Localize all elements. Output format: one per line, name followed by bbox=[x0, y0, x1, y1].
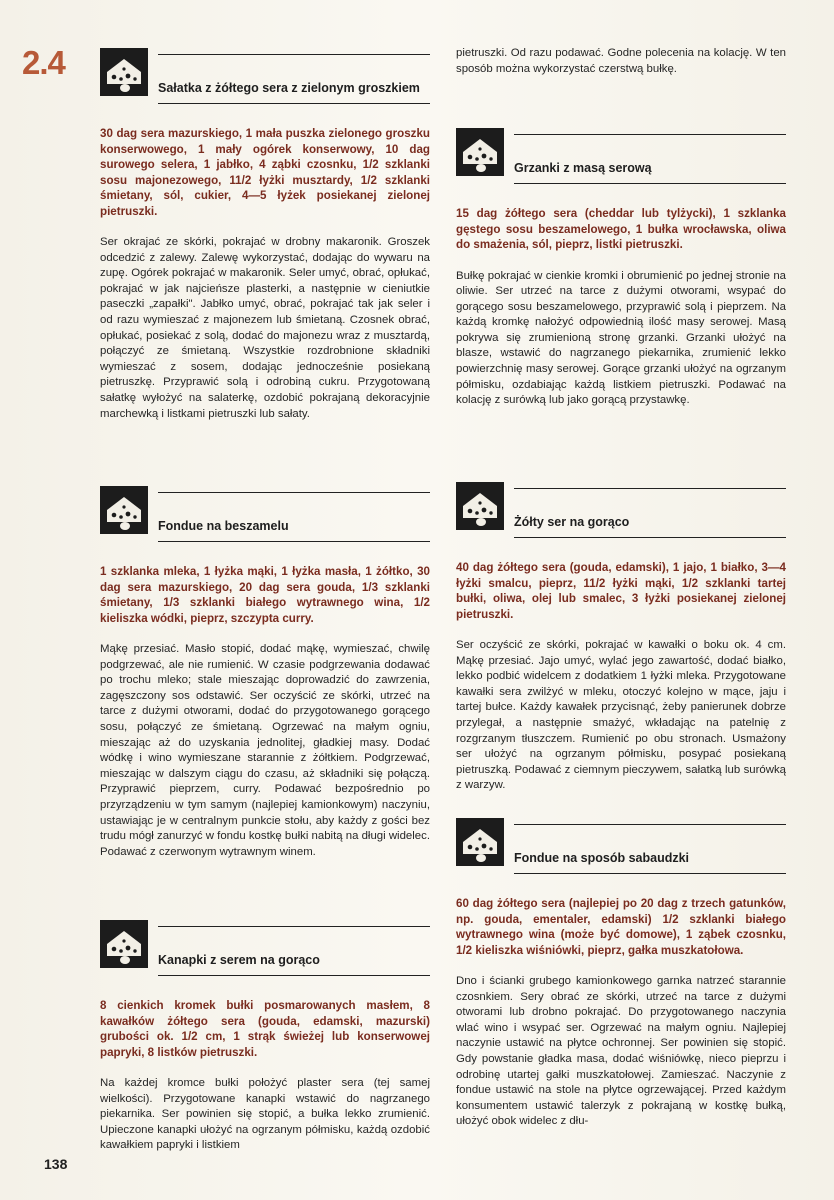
title-rule-bottom bbox=[514, 537, 786, 538]
title-rule-top bbox=[514, 824, 786, 825]
title-rule-top bbox=[514, 488, 786, 489]
title-rule-bottom bbox=[514, 183, 786, 184]
recipe-header bbox=[456, 818, 786, 874]
recipe-instructions: Ser okrajać ze skórki, pokrajać w drobny makaronik. Groszek odcedzić z zalewy. Zalewę wykorzystać, dodając do wywaru na zupę. Ogórek pokrajać w makaronik. Seler umyć, obrać, opłukać, pokrajać w jak najcieńsze plasterki, a następnie w cieniutkie paseczki „zapałki". Jabłko umyć, obrać, pokrajać tak jak seler i od razu wymieszać z majonezem lub śmietaną. Czosnek obrać, opłukać, posiekać z solą, dodać do majonezu wraz z musztardą, połączyć ze śmietaną. Wszystkie rozdrobnione składniki wymieszać z sosem, dodając jednocześnie posiekaną pietruszkę. Przyprawić solą i odrobiną cukru. Przygotowaną sałatkę wyłożyć na salaterkę, ozdobić pokrajaną dekoracyjnie marchewką i listkami pietruszki lub sałaty. bbox=[100, 236, 430, 420]
cheese-icon bbox=[100, 48, 148, 96]
recipe-title: Żółty ser na gorąco bbox=[514, 515, 630, 529]
cheese-icon bbox=[456, 482, 504, 530]
recipe-header bbox=[100, 486, 430, 542]
recipe-hot-sandwiches bbox=[100, 920, 430, 1154]
recipe-header bbox=[456, 128, 786, 184]
recipe-title: Fondue na sposób sabaudzki bbox=[514, 851, 690, 865]
recipe-salad bbox=[100, 48, 430, 422]
recipe-ingredients: 30 dag sera mazurskiego, 1 mała puszka zielonego groszku konserwowego, 1 mały ogórek konserwowy, 10 dag surowego selera, 1 jabłko, 4 ząbki czosnku, 1/2 szklanki sosu majonezowego, 11/2 łyżki musztardy, 1/2 szklanki śmietany, sól, cukier, 4—5 łyżek posiekanej zielonej pietruszki. bbox=[100, 127, 430, 218]
title-rule-top bbox=[158, 492, 430, 493]
recipe-header bbox=[456, 482, 786, 538]
cheese-icon bbox=[100, 920, 148, 968]
title-rule-top bbox=[158, 54, 430, 55]
title-rule-bottom bbox=[158, 541, 430, 542]
recipe-fried-cheese bbox=[456, 482, 786, 794]
recipe-ingredients: 8 cienkich kromek bułki posmarowanych masłem, 8 kawałków żółtego sera (gouda, edamski, mazurski) grubości ok. 1/2 cm, 1 strąk świeżej lub konserwowej papryki, 8 listków pietruszki. bbox=[100, 999, 430, 1059]
title-rule-top bbox=[158, 926, 430, 927]
continuation-text: pietruszki. Od razu podawać. Godne polecenia na kolację. W ten sposób można wykorzystać czerstwą bułkę. bbox=[456, 47, 786, 75]
recipe-ingredients: 60 dag żółtego sera (najlepiej po 20 dag z trzech gatunków, np. gouda, ementaler, edamski) 1/2 szklanki białego wytrawnego wina (może być domowe), 1 ząbek czosnku, 1/2 kieliszka wiśniówki, pieprz, gałka muszkatołowa. bbox=[456, 897, 786, 957]
recipe-fondue-bechamel bbox=[100, 486, 430, 860]
recipe-instructions: Na każdej kromce bułki położyć plaster sera (tej samej wielkości). Przygotowane kanapki wstawić do nagrzanego piekarnika. Ser powinien się stopić, a bułka lekko zrumienić. Upieczone kanapki ułożyć na ogrzanym półmisku, każdą ozdobić kawałkiem papryki i listkiem bbox=[100, 1077, 430, 1152]
recipe-ingredients: 15 dag żółtego sera (cheddar lub tylżycki), 1 szklanka gęstego sosu beszamelowego, 1 bułka wrocławska, oliwa do smażenia, sól, pieprz, listki pietruszki. bbox=[456, 207, 786, 251]
cheese-icon bbox=[456, 818, 504, 866]
recipe-toast bbox=[456, 128, 786, 409]
recipe-instructions: Bułkę pokrajać w cienkie kromki i obrumienić po jednej stronie na oliwie. Ser utrzeć na tarce z dużymi otworami, wsypać do gorącego sosu beszamelowego, przyprawić solą i pieprzem. Na każdą kromkę nałożyć odpowiednią ilość masy serowej. Masą pokrywa się zrumienioną stronę grzanki. Grzanki ułożyć na blasze, wstawić do nagrzanego piekarnika, zrumienić lekko powierzchnię masy serowej. Gorące grzanki ułożyć na ogrzanym półmisku, ozdabiając każdą listkiem pietruszki. Podawać na kolację z surówką lub jako gorącą przystawkę. bbox=[456, 269, 786, 407]
title-rule-bottom bbox=[158, 975, 430, 976]
recipe-header bbox=[100, 920, 430, 976]
title-rule-bottom bbox=[158, 103, 430, 104]
recipe-title: Grzanki z masą serową bbox=[514, 161, 652, 175]
recipe-instructions: Mąkę przesiać. Masło stopić, dodać mąkę, wymieszać, chwilę podgrzewać, ale nie rumienić. W czasie podgrzewania dodawać po trochu mleko; stale mieszając doprowadzić do zawrzenia, zagęszczony sos odstawić. Ser oczyścić ze skórki, utrzeć na tarce z dużymi otworami, dodać do przygotowanego gorącego sosu, połączyć ze śmietaną. Ogrzewać na małym ogniu, mieszając aż do uzyskania jednolitej, gładkiej masy. Dodać wódkę i wino wymieszane starannie z żółtkiem. Podgrzewać, mieszając w dalszym ciągu do czasu, aż składniki się połączą. Przyprawić pieprzem, curry. Podawać bezpośrednio po przyrządzeniu w tym samym (najlepiej kamionkowym) naczyniu, ustawiając je w centralnym punkcie stołu, aby każdy z gości bez trudu mógł zanurzyć w fondu kostkę bułki nabitą na długi widelec. Podawać z czerwonym wytrawnym winem. bbox=[100, 643, 430, 858]
title-rule-top bbox=[514, 134, 786, 135]
recipe-instructions: Dno i ścianki grubego kamionkowego garnka natrzeć starannie czosnkiem. Sery obrać ze skórki, utrzeć na tarce z dużymi otworami lub drobno pokrajać. Do przygotowanego naczynia wlać wino i wsypać ser. Ogrzewać na małym ogniu. Najlepiej naczynie ustawić na płytce ochronnej. Ser powinien się stopić. Gdy powstanie gładka masa, dodać wiśniówkę, nieco pieprzu i odrobinę utartej gałki muszkatołowej. Zamieszać. Naczynie z fondue ustawić na stole na płytce ogrzewającej. Przed każdym konsumentem ustawić talerzyk z pokrajaną w kostkę bułką, ułożyć obok widelec z dłu- bbox=[456, 975, 786, 1128]
recipe-header bbox=[100, 48, 430, 104]
recipe-title: Kanapki z serem na gorąco bbox=[158, 953, 320, 967]
recipe-instructions: Ser oczyścić ze skórki, pokrajać w kawałki o boku ok. 4 cm. Mąkę przesiać. Jajo umyć, wylać jego zawartość, dodać białko, lekko podbić widelcem z dodatkiem 1 łyżki mleka. Przygotowane kawałki sera zwilżyć w mleku, otoczyć kolejno w mące, jaju i tartej bułce. Każdy kawałek przycisnąć, żeby panierunek dobrze przylegał, a następnie smażyć, wkładając na patelnię z rozgrzanym tłuszczem. Rumienić po obu stronach. Usmażony ser ułożyć na ogrzanym półmisku, posypać posiekaną pietruszką. Podawać z ciemnym pieczywem, sałatką lub surówką z warzyw. bbox=[456, 639, 786, 792]
cheese-icon bbox=[100, 486, 148, 534]
recipe-title: Sałatka z żółtego sera z zielonym groszkiem bbox=[158, 81, 420, 95]
recipe-fondue-savoy bbox=[456, 818, 786, 1130]
section-number: 2.4 bbox=[22, 44, 65, 81]
recipe-ingredients: 1 szklanka mleka, 1 łyżka mąki, 1 łyżka masła, 1 żółtko, 30 dag sera mazurskiego, 20 dag sera gouda, 1/3 szklanki śmietany, 1/3 szklanki białego wytrawnego wina, 1/2 kieliszka wódki, pieprz, szczypta curry. bbox=[100, 565, 430, 625]
title-rule-bottom bbox=[514, 873, 786, 874]
cheese-icon bbox=[456, 128, 504, 176]
recipe-ingredients: 40 dag żółtego sera (gouda, edamski), 1 jajo, 1 białko, 3—4 łyżki smalcu, pieprz, 11/2 łyżki mąki, 1/2 szklanki tartej bułki, oliwa, olej lub smalec, 3 łyżki posiekanej zielonej pietruszki. bbox=[456, 561, 786, 621]
recipe-title: Fondue na beszamelu bbox=[158, 519, 289, 533]
page-number: 138 bbox=[44, 1156, 68, 1172]
